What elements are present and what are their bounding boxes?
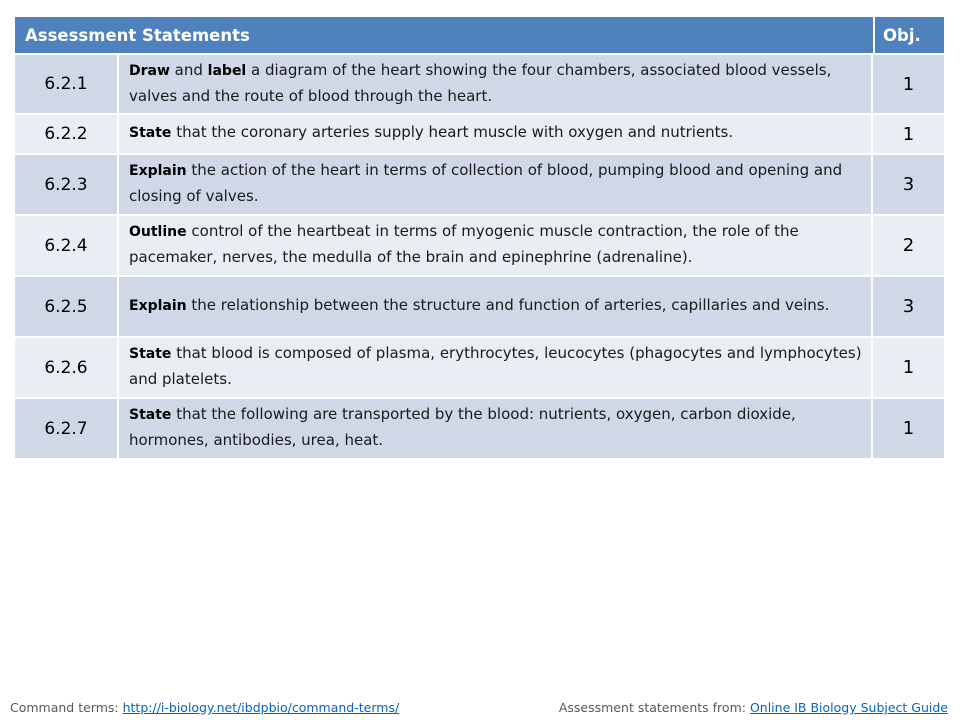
subject-guide-link[interactable]: Online IB Biology Subject Guide — [749, 700, 948, 715]
objective-level: 3 — [873, 155, 944, 216]
table-row — [15, 115, 944, 155]
objective-level: 2 — [873, 216, 944, 277]
statement-text — [119, 399, 873, 460]
statement-body: that the coronary arteries supply heart muscle with oxygen and nutrients. — [171, 123, 734, 141]
command-term: State — [129, 346, 172, 362]
statement-code: 6.2.7 — [15, 399, 119, 460]
statement-connector: and — [169, 60, 208, 79]
command-terms-link[interactable]: http://i-biology.net/ibdpbio/command-terms/ — [122, 700, 400, 715]
source-footer — [559, 700, 948, 715]
statement-text — [119, 115, 873, 155]
table-row — [15, 399, 944, 460]
statement-text — [119, 338, 873, 399]
statement-body: the action of the heart in terms of collection of blood, pumping blood and opening and closing of valves. — [129, 161, 843, 205]
statement-body: the relationship between the structure and function of arteries, capillaries and veins. — [186, 295, 830, 314]
objective-level: 3 — [873, 277, 944, 338]
command-term: Draw — [129, 62, 170, 79]
command-term: Explain — [129, 297, 187, 314]
objective-level: 1 — [873, 399, 944, 460]
command-term: State — [129, 125, 172, 141]
table-row — [15, 216, 944, 277]
statement-code: 6.2.6 — [15, 338, 119, 399]
command-terms-footer — [10, 700, 399, 715]
header-obj: Obj. — [873, 17, 944, 55]
command-term: Outline — [129, 224, 187, 240]
statement-code: 6.2.1 — [15, 55, 119, 115]
command-term: label — [207, 62, 247, 79]
header-assessment-statements: Assessment Statements — [15, 17, 873, 55]
statement-body: control of the heartbeat in terms of myogenic muscle contraction, the role of the pacemaker, nerves, the medulla of the brain and epinephrine (adrenaline). — [129, 222, 799, 266]
statement-code: 6.2.5 — [15, 277, 119, 338]
table-row — [15, 55, 944, 115]
command-term: Explain — [129, 163, 187, 179]
command-terms-label: Command terms: — [10, 700, 123, 715]
statement-body: a diagram of the heart showing the four chambers, associated blood vessels, valves and the route of blood through the heart. — [129, 60, 832, 105]
statement-text — [119, 55, 873, 115]
assessment-table — [15, 17, 944, 460]
table-row — [15, 155, 944, 216]
statement-text — [119, 155, 873, 216]
objective-level: 1 — [873, 338, 944, 399]
command-term: State — [129, 407, 172, 423]
statement-body: that blood is composed of plasma, erythrocytes, leucocytes (phagocytes and lymphocytes) and platelets. — [129, 344, 862, 388]
statement-code: 6.2.4 — [15, 216, 119, 277]
statement-text — [119, 216, 873, 277]
statement-body: that the following are transported by the blood: nutrients, oxygen, carbon dioxide, hormones, antibodies, urea, heat. — [129, 405, 796, 449]
statement-text — [119, 277, 873, 338]
statement-code: 6.2.3 — [15, 155, 119, 216]
table-row — [15, 338, 944, 399]
statement-code: 6.2.2 — [15, 115, 119, 155]
table-row — [15, 277, 944, 338]
table-header-row — [15, 17, 944, 55]
source-label: Assessment statements from: — [558, 700, 750, 715]
objective-level: 1 — [873, 115, 944, 155]
objective-level: 1 — [873, 55, 944, 115]
